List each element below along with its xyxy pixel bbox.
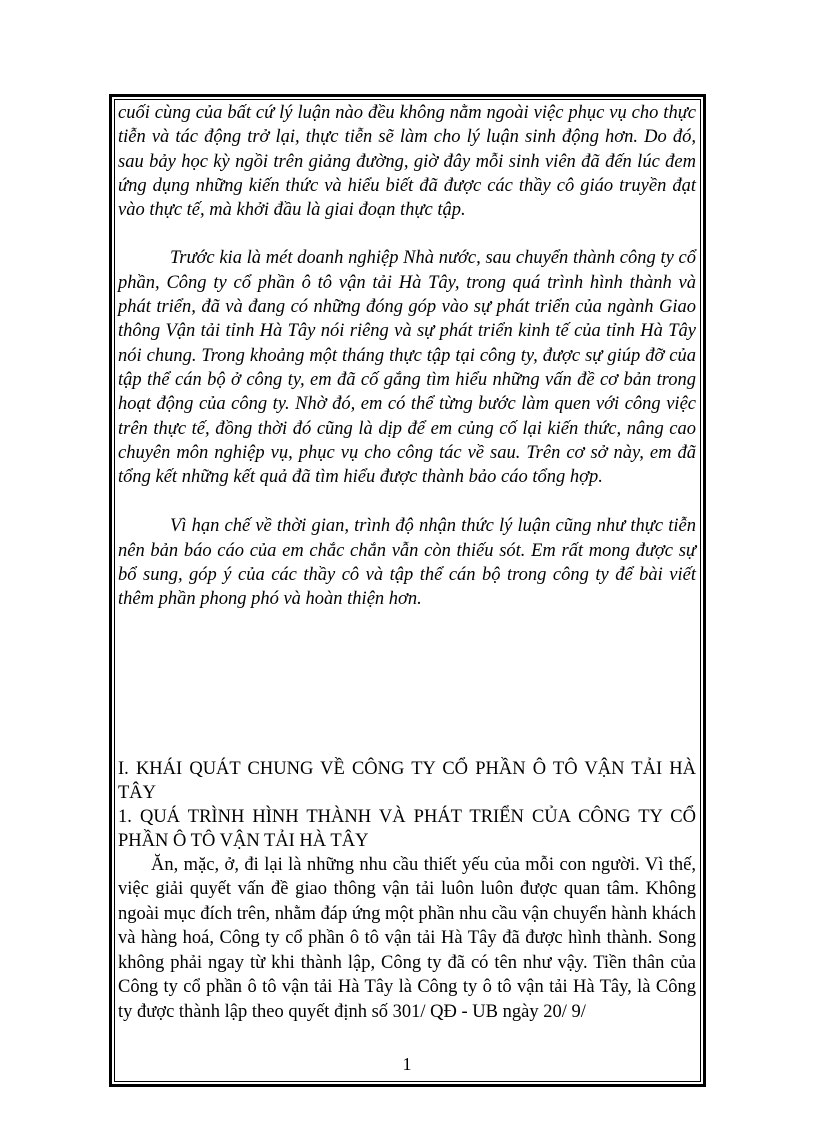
- page-content: [118, 101, 696, 1024]
- intro-paragraph-2: Trước kia là mét doanh nghiệp Nhà nước, sau chuyển thành công ty cổ phần, Công ty cổ phần ô tô vận tải Hà Tây, trong quá trình hình thành và phát triển, đã và đang có những đóng góp vào sự phát triển của ngành Giao thông Vận tải tỉnh Hà Tây nói riêng và sự phát triển kinh tế của tỉnh Hà Tây nói chung. Trong khoảng một tháng thực tập tại công ty, được sự giúp đỡ của tập thể cán bộ ở công ty, em đã cố gắng tìm hiểu những vấn đề cơ bản trong hoạt động của công ty. Nhờ đó, em có thể từng bước làm quen với công việc trên thực tế, đồng thời đó cũng là dịp để em củng cố lại kiến thức, nâng cao chuyên môn nghiệp vụ, phục vụ cho công tác về sau. Trên cơ sở này, em đã tổng kết những kết quả đã tìm hiểu được thành bảo cáo tổng hợp.: [118, 248, 696, 488]
- intro-paragraph-1: cuối cùng của bất cứ lý luận nào đều không nằm ngoài việc phục vụ cho thực tiễn và tác động trở lại, thực tiễn sẽ làm cho lý luận sinh động hơn. Do đó, sau bảy học kỳ ngồi trên giảng đường, giờ đây mỗi sinh viên đã đến lúc đem ứng dụng những kiến thức và hiểu biết đã được các thầy cô giáo truyền đạt vào thực tế, mà khởi đầu là giai đoạn thực tập.: [118, 103, 696, 221]
- subsection-heading: 1. QUÁ TRÌNH HÌNH THÀNH VÀ PHÁT TRIỂN CỦA CÔNG TY CỔ PHẦN Ô TÔ VẬN TẢI HÀ TÂY: [118, 806, 696, 851]
- section-heading: I. KHÁI QUÁT CHUNG VỀ CÔNG TY CỔ PHẦN Ô TÔ VẬN TẢI HÀ TÂY: [118, 758, 696, 803]
- intro-paragraph-3: Vì hạn chế về thời gian, trình độ nhận thức lý luận cũng như thực tiễn nên bản báo cáo của em chắc chắn vẫn còn thiếu sót. Em rất mong được sự bổ sung, góp ý của các thầy cô và tập thể cán bộ trong công ty để bài viết thêm phần phong phó và hoàn thiện hơn.: [118, 516, 696, 610]
- page-number: 1: [402, 1054, 412, 1074]
- body-paragraph: Ăn, mặc, ở, đi lại là những nhu cầu thiết yếu của mỗi con người. Vì thế, việc giải quyết vấn đề giao thông vận tải luôn luôn được quan tâm. Không ngoài mục đích trên, nhằm đáp ứng một phần nhu cầu vận chuyển hành khách và hàng hoá, Công ty cổ phần ô tô vận tải Hà Tây đã được hình thành. Song không phải ngay từ khi thành lập, Công ty đã có tên như vậy. Tiền thân của Công ty cổ phần ô tô vận tải Hà Tây là Công ty ô tô vận tải Hà Tây, là Công ty được thành lập theo quyết định số 301/ QĐ - UB ngày 20/ 9/: [118, 854, 696, 1022]
